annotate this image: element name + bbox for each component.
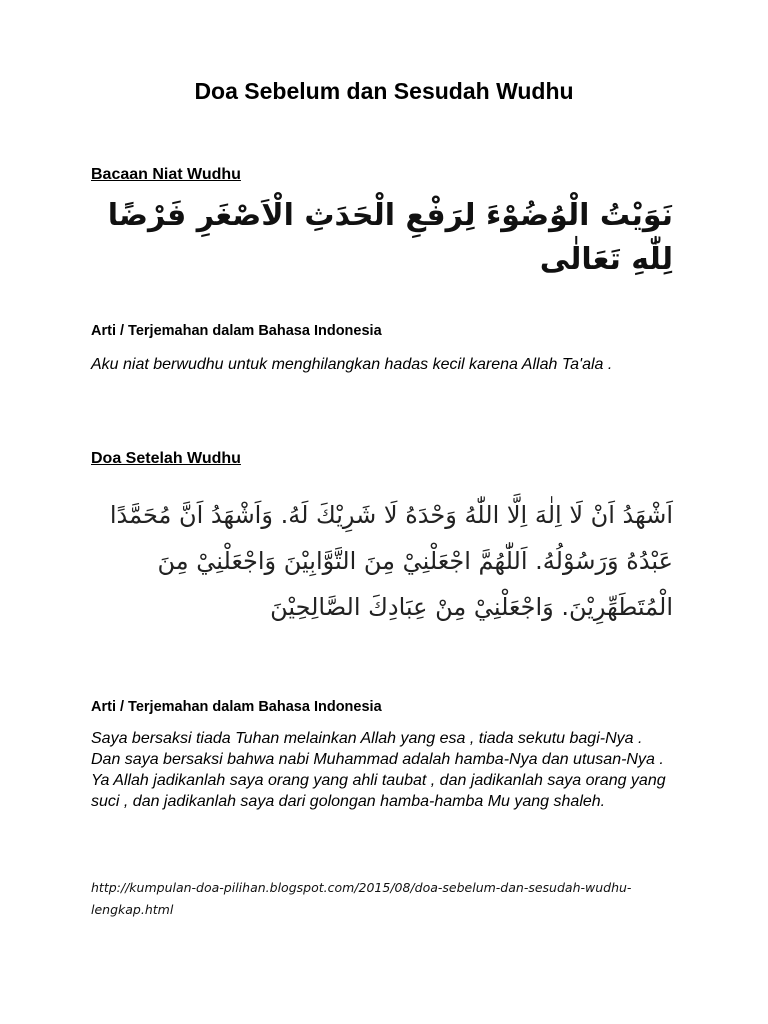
page-title: Doa Sebelum dan Sesudah Wudhu [194, 78, 574, 104]
translation-doa-setelah-wudhu: Saya bersaksi tiada Tuhan melainkan Allah yang esa , tiada sekutu bagi-Nya . Dan saya bersaksi bahwa nabi Muhammad adalah hamba-Nya dan utusan-Nya . Ya Allah jadikanlah saya orang yang ahli taubat , dan jadikanlah saya orang yang suci , dan jadikanlah saya dari golongan hamba-hamba Mu yang shaleh. [91, 730, 666, 810]
source-url-link[interactable]: http://kumpulan-doa-pilihan.blogspot.com/2015/08/doa-sebelum-dan-sesudah-wudhu-lengkap.html [91, 880, 632, 917]
arabic-niat-wudhu-image: نَوَيْتُ الْوُضُوْءَ لِرَفْعِ الْحَدَثِ الْاَصْغَرِ فَرْضًا لِلّٰهِ تَعَالٰى [107, 198, 673, 277]
translation-label-niat: Arti / Terjemahan dalam Bahasa Indonesia [91, 323, 382, 339]
section-heading-doa-setelah-wudhu: Doa Setelah Wudhu [91, 450, 241, 467]
section-heading-niat-wudhu: Bacaan Niat Wudhu [91, 166, 241, 183]
translation-label-doa: Arti / Terjemahan dalam Bahasa Indonesia [91, 699, 382, 715]
arabic-doa-setelah-wudhu-image: اَشْهَدُ اَنْ لَا اِلٰهَ اِلَّا اللّٰهُ وَحْدَهُ لَا شَرِيْكَ لَهُ. وَاَشْهَدُ اَنَّ مُحَمَّدًا عَبْدُهُ وَرَسُوْلُهُ. اَللّٰهُمَّ اجْعَلْنِيْ مِنَ التَّوَّابِيْنَ وَاجْعَلْنِيْ مِنَ الْمُتَطَهِّرِيْنَ. وَاجْعَلْنِيْ مِنْ عِبَادِكَ الصَّالِحِيْنَ [109, 501, 673, 621]
translation-niat-wudhu: Aku niat berwudhu untuk menghilangkan hadas kecil karena Allah Ta'ala . [91, 356, 613, 373]
